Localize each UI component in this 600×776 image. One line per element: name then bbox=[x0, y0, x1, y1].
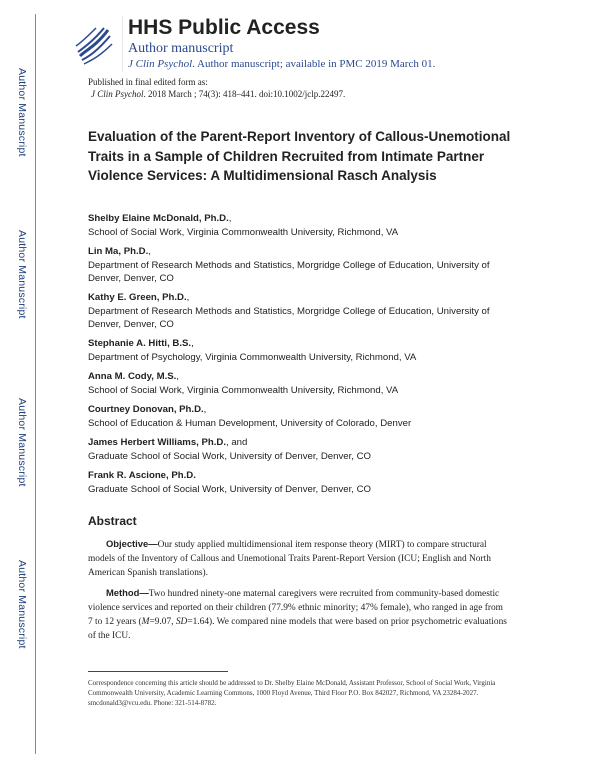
author-entry bbox=[88, 291, 518, 331]
author-name: Anna M. Cody, M.S. bbox=[88, 371, 177, 382]
author-name-suffix: , bbox=[203, 404, 207, 415]
author-name-suffix: , bbox=[228, 213, 232, 224]
author-entry bbox=[88, 337, 518, 364]
author-affiliation: Graduate School of Social Work, University of Denver, Denver, CO bbox=[88, 484, 371, 495]
header-title: HHS Public Access bbox=[128, 16, 320, 39]
author-name: Lin Ma, Ph.D. bbox=[88, 246, 149, 257]
pmc-header bbox=[66, 16, 442, 72]
author-affiliation: Graduate School of Social Work, University of Denver, Denver, CO bbox=[88, 451, 371, 462]
margin-divider bbox=[35, 14, 36, 754]
header-journal-availability: . Author manuscript; available in PMC 2019 March 01. bbox=[192, 58, 436, 70]
author-name: James Herbert Williams, Ph.D. bbox=[88, 437, 227, 448]
method-mean-value: =9.07, bbox=[149, 617, 176, 627]
hhs-eagle-logo-icon bbox=[66, 16, 123, 72]
author-affiliation: Department of Psychology, Virginia Commonwealth University, Richmond, VA bbox=[88, 352, 417, 363]
objective-text: Our study applied multidimensional item response theory (MIRT) to compare structural models of the Inventory of Callous and Unemotional Traits Parent-Report Version (ICU; English and North American Spanish translations). bbox=[88, 540, 491, 578]
method-mean-label: M bbox=[141, 617, 150, 627]
citation-journal: J Clin Psychol bbox=[91, 89, 144, 99]
author-name: Stephanie A. Hitti, B.S. bbox=[88, 338, 192, 349]
citation-details: . 2018 March ; 74(3): 418–441. doi:10.1002/jclp.22497. bbox=[143, 89, 346, 99]
author-entry bbox=[88, 469, 518, 496]
author-name: Frank R. Ascione, Ph.D. bbox=[88, 470, 196, 481]
abstract-objective bbox=[88, 537, 508, 580]
footnote-divider bbox=[88, 671, 228, 672]
side-label-author-manuscript: Author Manuscript bbox=[16, 230, 28, 319]
author-entry bbox=[88, 403, 518, 430]
method-text-part1: Two hundred ninety-one maternal caregivers were recruited from community-based domestic violence services and reported on their children (77.9% ethnic minority; 47% female), who ranged in age from 7 to 12 years ( bbox=[88, 589, 503, 627]
publication-citation bbox=[88, 88, 345, 100]
publication-label: Published in final edited form as: bbox=[88, 77, 208, 87]
author-affiliation: Department of Research Methods and Statistics, Morgridge College of Education, University of Denver, Denver, CO bbox=[88, 260, 490, 284]
author-name-suffix: , bbox=[148, 246, 151, 257]
objective-label: Objective— bbox=[106, 538, 158, 549]
method-label: Method— bbox=[106, 587, 149, 598]
method-text-part2: =1.64). We compared nine models that were based on prior psychometric evaluations of the ICU. bbox=[88, 617, 507, 641]
side-label-author-manuscript: Author Manuscript bbox=[16, 560, 28, 649]
header-subtitle: Author manuscript bbox=[128, 41, 234, 56]
author-list bbox=[88, 212, 518, 502]
author-name-suffix: , and bbox=[226, 437, 248, 448]
author-name-suffix: , bbox=[176, 371, 179, 382]
author-entry bbox=[88, 212, 518, 239]
author-affiliation: School of Social Work, Virginia Commonwealth University, Richmond, VA bbox=[88, 227, 399, 238]
correspondence-footnote: Correspondence concerning this article should be addressed to Dr. Shelby Elaine McDonald, Assistant Professor, School of Social Work, Virginia Commonwealth University, Academic Learning Commons, 1000 Floyd Avenue, Third Floor P.O. Box 842027, Richmond, VA 23284-2027. smcdonald3@vcu.edu. Phone: 321-514-8782. bbox=[88, 679, 496, 707]
author-affiliation: School of Education & Human Development, University of Colorado, Denver bbox=[88, 418, 412, 429]
method-sd-label: SD bbox=[175, 617, 188, 627]
side-label-author-manuscript: Author Manuscript bbox=[16, 398, 28, 487]
abstract-heading: Abstract bbox=[88, 514, 137, 528]
abstract-method bbox=[88, 586, 508, 643]
author-name: Shelby Elaine McDonald, Ph.D. bbox=[88, 213, 229, 224]
author-name-suffix: , bbox=[186, 292, 190, 303]
author-name-suffix: , bbox=[191, 338, 194, 349]
author-name: Kathy E. Green, Ph.D. bbox=[88, 292, 187, 303]
article-title: Evaluation of the Parent-Report Inventory of Callous-Unemotional Traits in a Sample of Children Recruited from Intimate Partner Violence Services: A Multidimensional Rasch Analysis bbox=[88, 129, 511, 183]
author-affiliation: School of Social Work, Virginia Commonwealth University, Richmond, VA bbox=[88, 385, 399, 396]
author-name: Courtney Donovan, Ph.D. bbox=[88, 404, 204, 415]
author-entry bbox=[88, 370, 518, 397]
header-journal-name: J Clin Psychol bbox=[128, 58, 193, 70]
publication-info bbox=[88, 76, 345, 100]
author-entry bbox=[88, 436, 518, 463]
side-label-author-manuscript: Author Manuscript bbox=[16, 68, 28, 157]
header-journal-line bbox=[128, 57, 435, 71]
author-entry bbox=[88, 245, 518, 285]
author-affiliation: Department of Research Methods and Statistics, Morgridge College of Education, University of Denver, Denver, CO bbox=[88, 306, 490, 330]
